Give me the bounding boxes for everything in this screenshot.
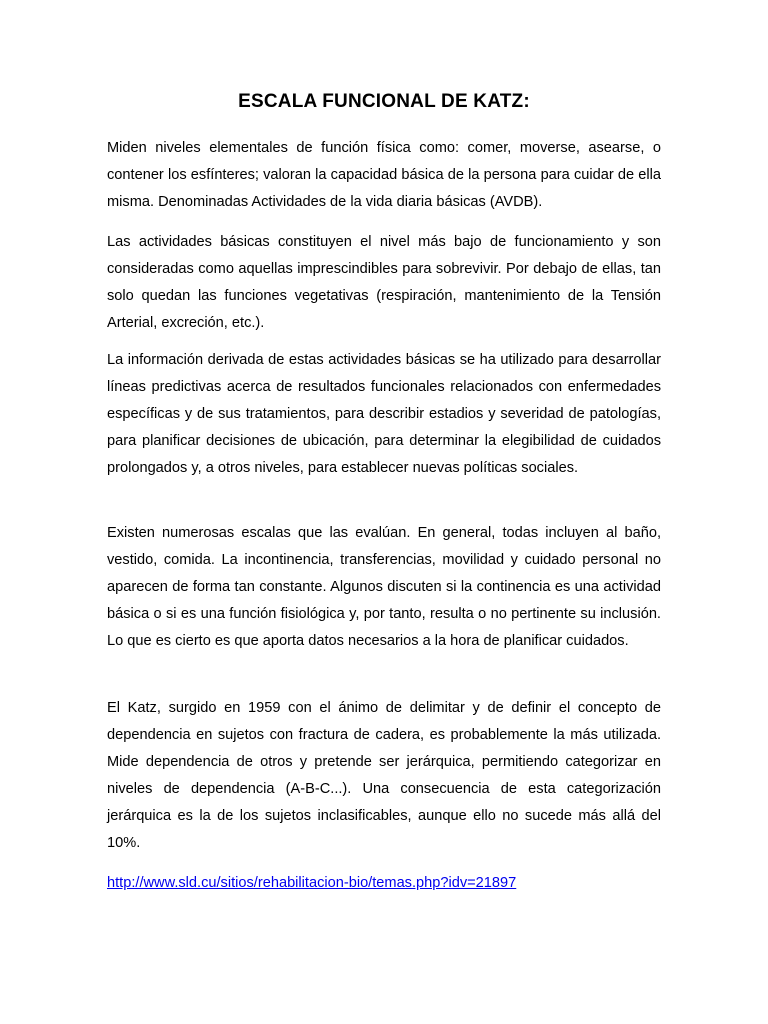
document-title: ESCALA FUNCIONAL DE KATZ: [238,91,530,112]
paragraph-definition: Miden niveles elementales de función física como: comer, moverse, asearse, o contener los esfínteres; valoran la capacidad básica de la persona para cuidar de ella misma. Denominadas Actividades de la vida diaria básicas (AVDB). [107,140,661,210]
paragraph-scales: Existen numerosas escalas que las evalúan. En general, todas incluyen al baño, vestido, comida. La incontinencia, transferencias, movilidad y cuidado personal no aparecen de forma tan constante. Algunos discuten si la continencia es una actividad básica o si es una función fisiológica y, por tanto, resulta o no pertinente su inclusión. Lo que es cierto es que aporta datos necesarios a la hora de planificar cuidados. [107,525,661,649]
paragraph-basic-activities: Las actividades básicas constituyen el nivel más bajo de funcionamiento y son consideradas como aquellas imprescindibles para sobrevivir. Por debajo de ellas, tan solo quedan las funciones vegetativas (respiración, mantenimiento de la Tensión Arterial, excreción, etc.). [107,234,661,331]
paragraph-katz-history: El Katz, surgido en 1959 con el ánimo de delimitar y de definir el concepto de dependencia en sujetos con fractura de cadera, es probablemente la más utilizada. Mide dependencia de otros y pretende ser jerárquica, permitiendo categorizar en niveles de dependencia (A-B-C...). Una consecuencia de esta categorización jerárquica es la de los sujetos inclasificables, aunque ello no sucede más allá del 10%. [107,700,661,851]
paragraph-information-uses: La información derivada de estas actividades básicas se ha utilizado para desarrollar líneas predictivas acerca de resultados funcionales relacionados con enfermedades específicas y de sus tratamientos, para describir estadios y severidad de patologías, para planificar decisiones de ubicación, para determinar la elegibilidad de cuidados prolongados y, a otros niveles, para establecer nuevas políticas sociales. [107,352,661,476]
source-link[interactable]: http://www.sld.cu/sitios/rehabilitacion-bio/temas.php?idv=21897 [107,875,517,891]
